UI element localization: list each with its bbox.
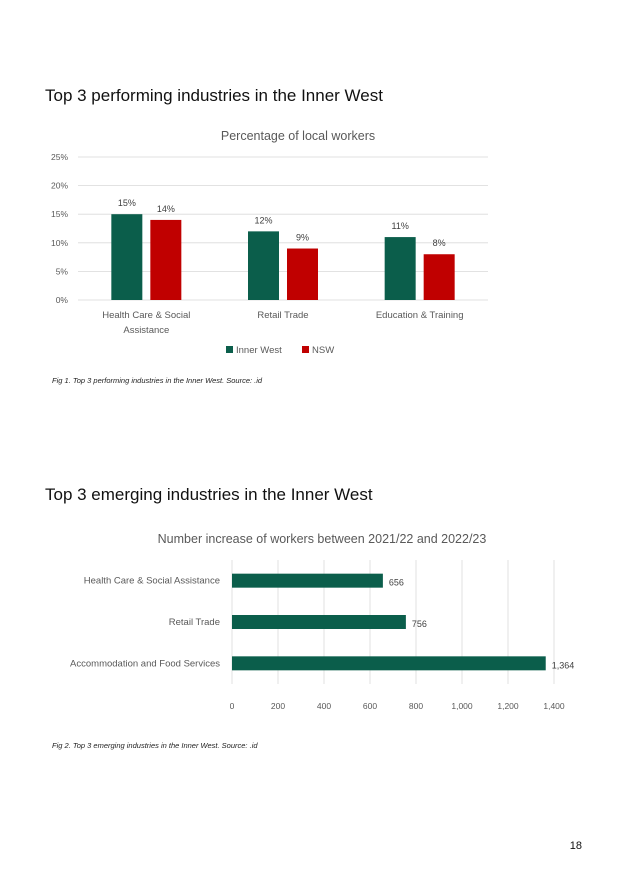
bar <box>232 574 383 588</box>
x-tick-label: 800 <box>408 701 424 711</box>
data-label: 14% <box>156 203 175 214</box>
data-label: 12% <box>254 215 273 226</box>
bar-nsw <box>424 254 455 300</box>
bar-inner-west <box>111 214 142 300</box>
data-label: 656 <box>388 577 404 588</box>
bar-inner-west <box>248 231 279 300</box>
bar <box>232 656 546 670</box>
legend-swatch <box>226 346 233 353</box>
section-1-heading: Top 3 performing industries in the Inner West <box>45 86 383 105</box>
chart-title: Percentage of local workers <box>220 129 376 143</box>
section-2-heading: Top 3 emerging industries in the Inner West <box>45 485 373 504</box>
y-tick-label: 10% <box>50 237 68 248</box>
y-category-label: Accommodation and Food Services <box>70 658 220 670</box>
legend-swatch <box>302 346 309 353</box>
y-tick-label: 15% <box>50 209 68 220</box>
worker-increase-chart <box>0 520 628 720</box>
x-category-label: Retail Trade <box>257 310 309 321</box>
x-category-label: Health Care & Social <box>102 310 191 321</box>
bar <box>232 615 406 629</box>
data-label: 9% <box>295 232 310 243</box>
y-tick-label: 20% <box>50 180 68 191</box>
x-tick-label: 600 <box>362 701 378 711</box>
x-tick-label: 1,400 <box>543 701 565 711</box>
data-label: 15% <box>117 198 136 209</box>
y-tick-label: 25% <box>50 152 68 162</box>
figure-2-caption: Fig 2. Top 3 emerging industries in the Inner West. Source: .id <box>52 741 258 750</box>
y-tick-label: 5% <box>55 266 68 277</box>
figure-1-caption: Fig 1. Top 3 performing industries in the Inner West. Source: .id <box>52 376 263 385</box>
x-tick-label: 200 <box>270 701 286 711</box>
data-label: 11% <box>391 221 409 232</box>
chart-title: Number increase of workers between 2021/22 and 2022/23 <box>157 532 487 546</box>
page-number: 18 <box>569 840 582 852</box>
legend-label: Inner West <box>236 345 282 356</box>
x-category-label: Assistance <box>123 325 170 336</box>
y-tick-label: 0% <box>55 295 68 305</box>
bar-nsw <box>287 249 318 300</box>
bar-nsw <box>150 220 181 300</box>
y-category-label: Health Care & Social Assistance <box>83 575 220 587</box>
x-tick-label: 1,000 <box>451 701 473 711</box>
data-label: 8% <box>432 238 446 249</box>
x-tick-label: 0 <box>229 701 235 711</box>
y-category-label: Retail Trade <box>168 617 220 628</box>
x-tick-label: 1,200 <box>497 701 519 711</box>
percentage-local-workers-chart <box>0 120 628 370</box>
data-label: 1,364 <box>551 660 575 671</box>
bar-inner-west <box>385 237 416 300</box>
data-label: 756 <box>411 619 427 629</box>
x-tick-label: 400 <box>316 701 332 711</box>
legend-label: NSW <box>312 345 335 356</box>
x-category-label: Education & Training <box>375 310 464 321</box>
